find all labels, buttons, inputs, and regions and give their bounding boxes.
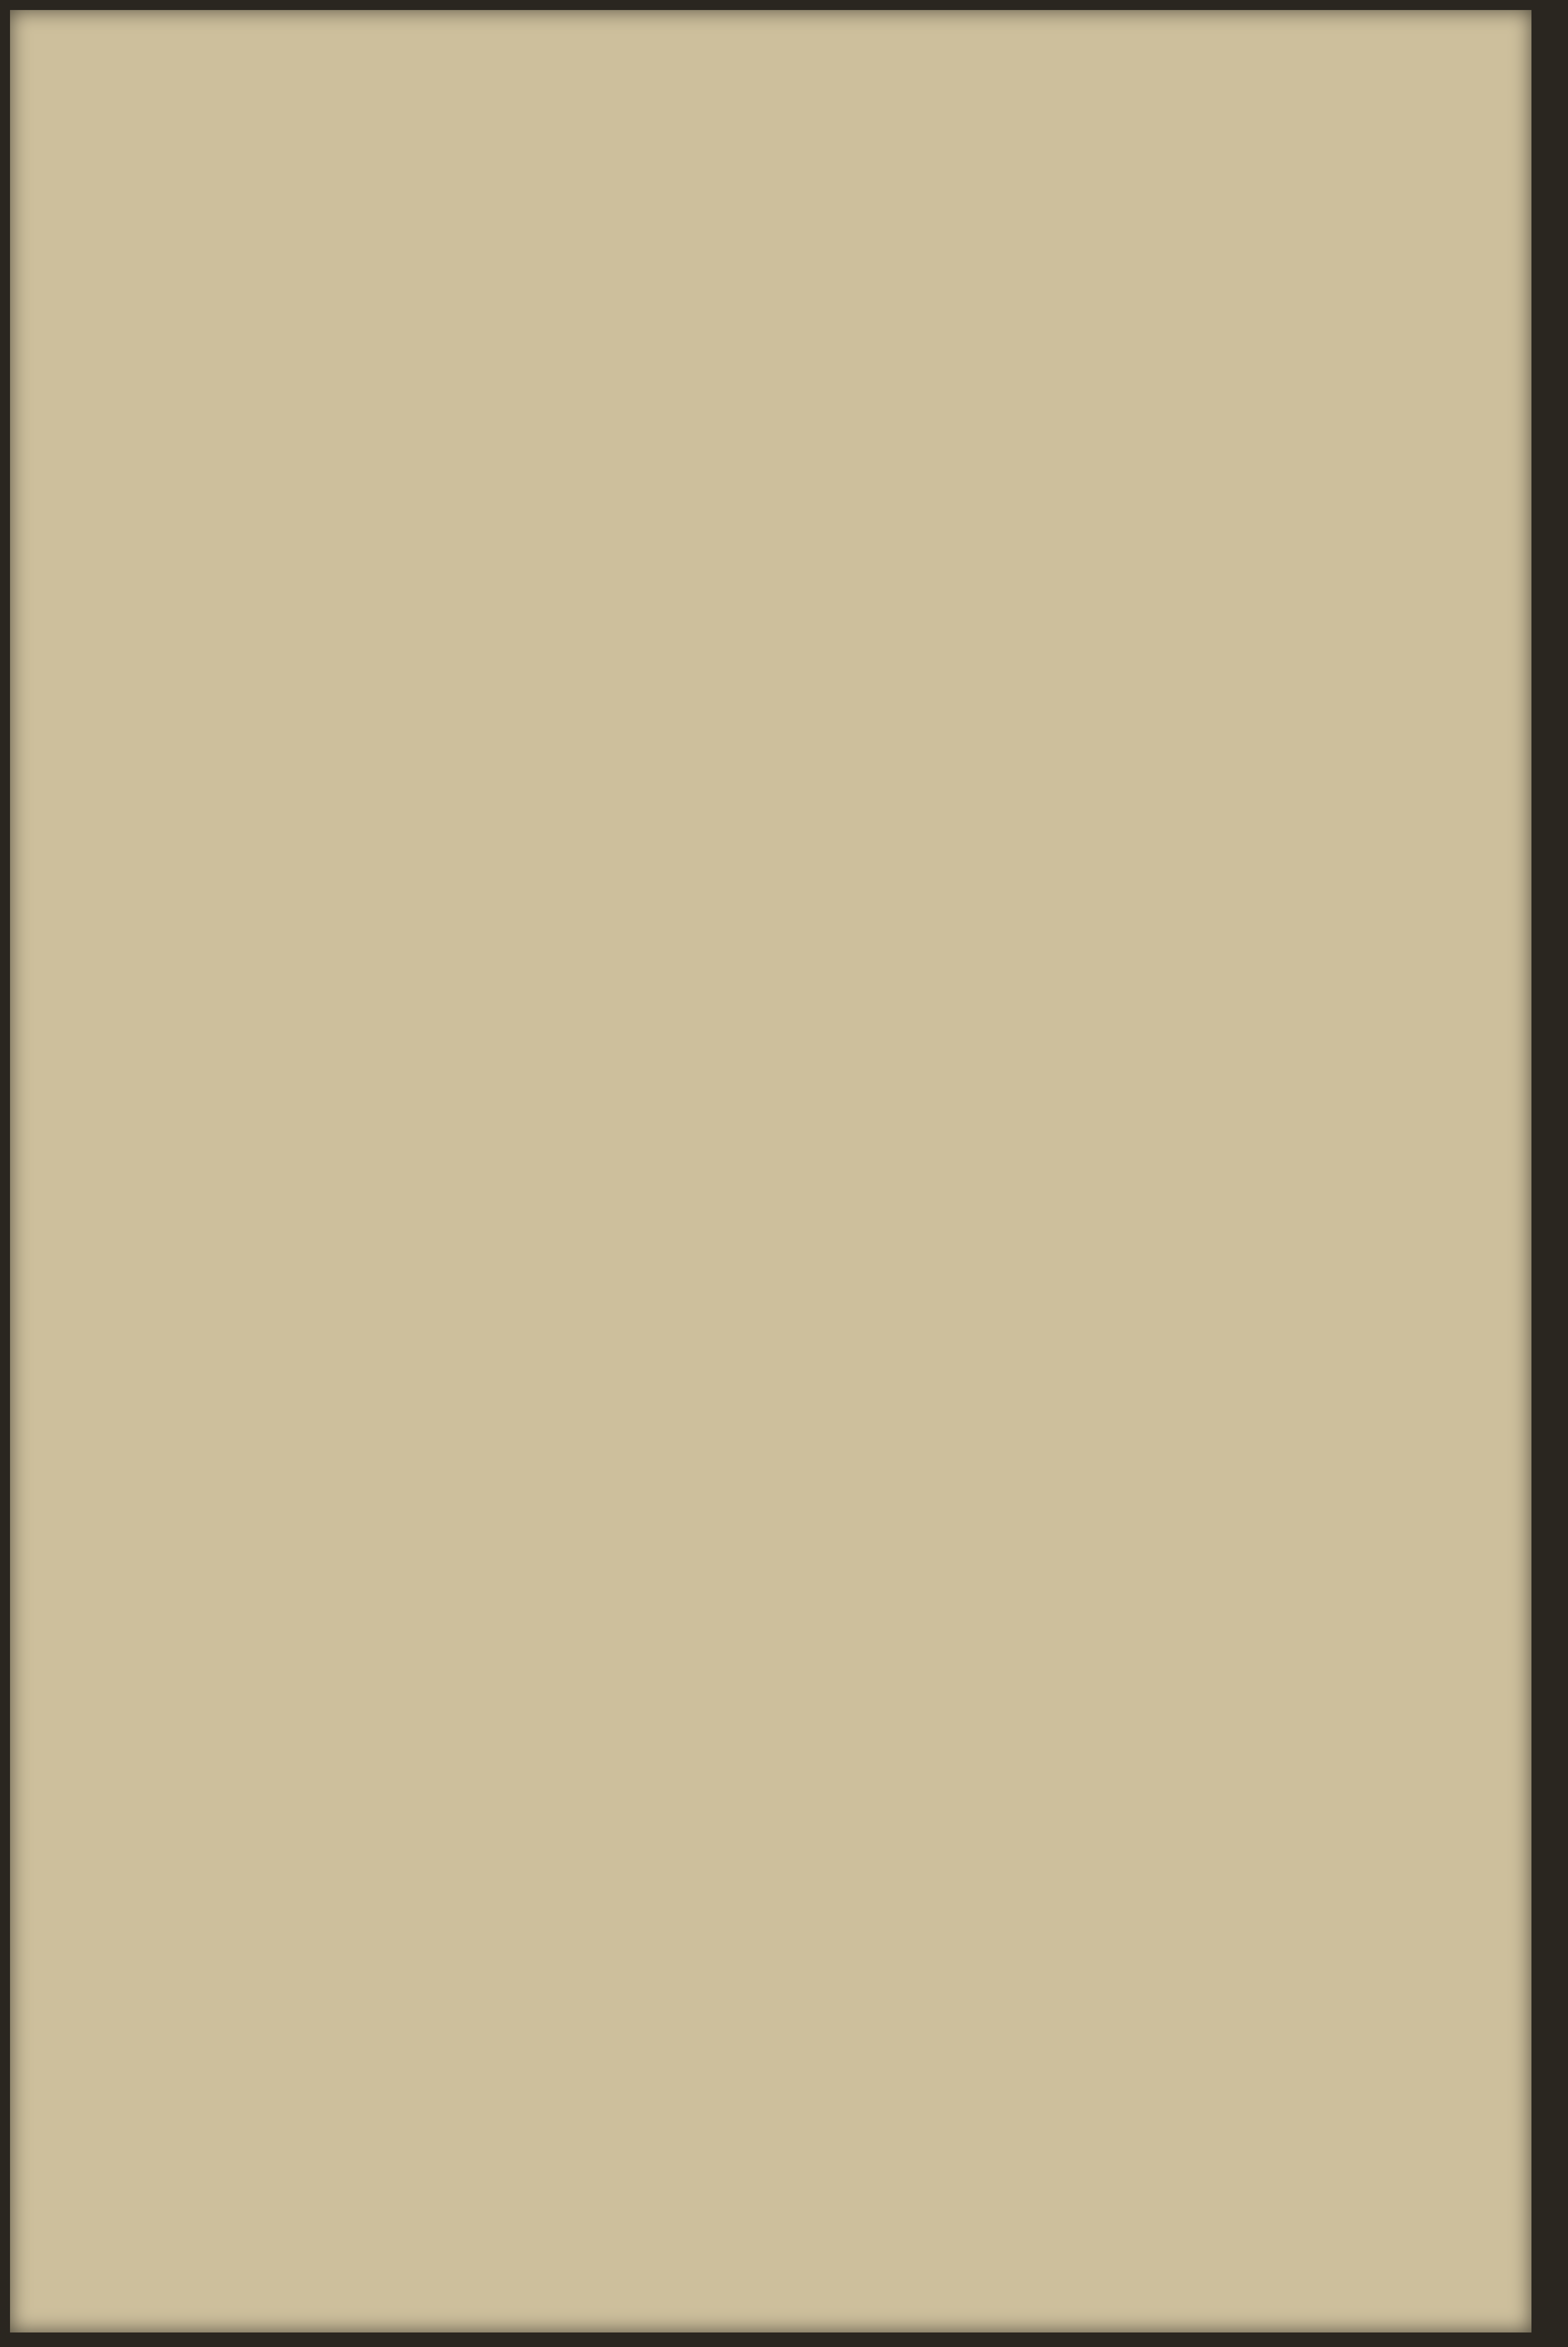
newspaper-page bbox=[10, 10, 1531, 2332]
